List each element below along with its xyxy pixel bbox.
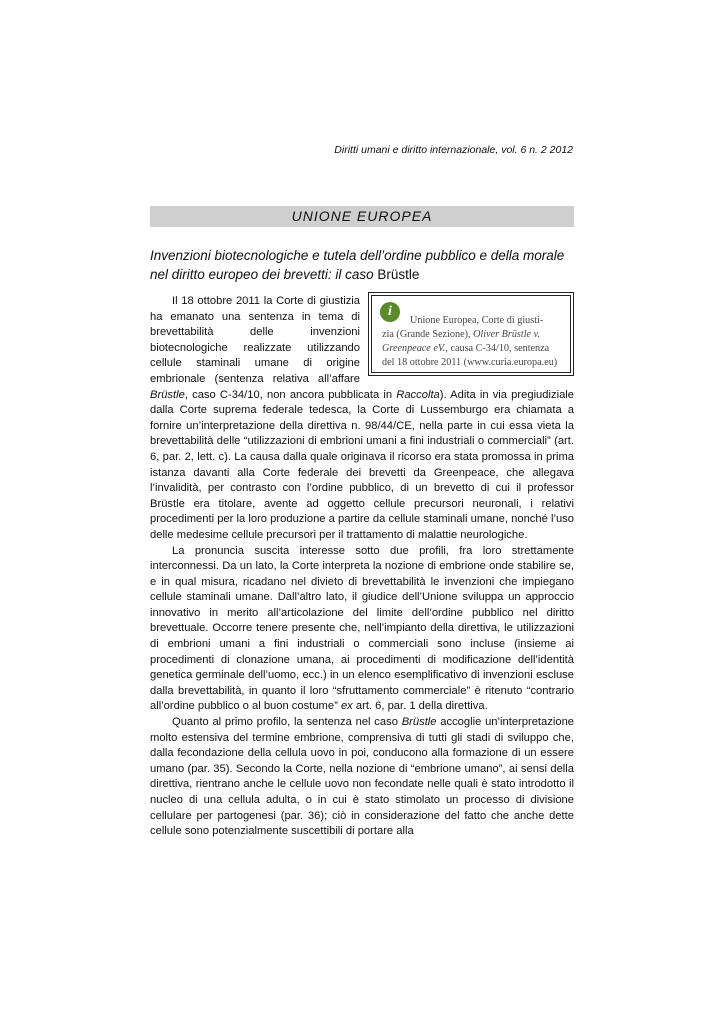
figure-line-3b: , causa C-34/10, sentenza xyxy=(445,343,550,354)
p3-text-b: Brüstle xyxy=(401,716,437,729)
figure-inner xyxy=(371,295,571,373)
paragraph-3 xyxy=(150,715,574,840)
p3-text-a: Quanto al primo profilo, la sentenza nel caso xyxy=(172,716,402,729)
figure-line-2b: Oliver Brüstle v. xyxy=(473,329,540,340)
paragraph-2 xyxy=(150,544,574,716)
p1-text-c: , caso C-34/10, non ancora pubblicata in xyxy=(184,388,397,401)
figure-caption xyxy=(382,314,562,370)
article-title-italic: Invenzioni biotecnologiche e tutela dell’ordine pubblico e della morale nel diritto europeo dei brevetti: il caso xyxy=(150,248,565,282)
figure-line-1: Unione Europea, Corte di giusti- xyxy=(410,315,544,326)
p2-text-a: La pronuncia suscita interesse sotto due profili, fra loro strettamente interconnessi. Da un lato, la Corte interpreta la nozione di embrione onde stabilire se, e in qual misura, ricadano nel divieto di brevettabilità le invenzioni che impiegano cellule staminali umane. Dall’altro lato, il giudice dell’Unione sviluppa un approccio innovativo in merito all’articolazione del limite dell’ordine pubblico nel diritto brevettuale. Occorre tenere presente che, nell’impianto della direttiva, le utilizzazioni di embrioni umani a fini industriali o commerciali sono incluse (insieme ai procedimenti di clonazione umana, ai procedimenti di modificazione dell’identità genetica germinale dell’uomo, ecc.) in un elenco esemplificativo di invenzioni escluse dalla brevettabilità, in quanto il loro “sfruttamento commerciale” è ritenuto “contrario all’ordine pubblico o al buon costume” xyxy=(150,544,574,713)
figure-box xyxy=(368,292,574,376)
p1-text-a: Il 18 ottobre 2011 la Corte di giustizia ha emanato una sentenza in tema di brevettabilità delle invenzioni biotecnologiche realizzate utilizzando cellule staminali umane di origine embrionale (sentenza relativa all’affare xyxy=(150,295,360,385)
article-title-name: Brüstle xyxy=(377,267,420,282)
figure-line-4: del 18 ottobre 2011 (www.curia.europa.eu) xyxy=(382,357,558,368)
p1-text-d: Raccolta xyxy=(396,388,440,401)
p2-text-c: art. 6, par. 1 della direttiva. xyxy=(352,700,488,713)
figure-line-3a: Greenpeace eV. xyxy=(382,343,446,354)
figure-line-2a: zia (Grande Sezione), xyxy=(382,329,474,340)
section-title: UNIONE EUROPEA xyxy=(150,206,574,227)
article-title xyxy=(150,246,574,284)
info-icon: i xyxy=(380,302,400,322)
p3-text-c: accoglie un’interpretazione molto estensiva del termine embrione, comprensiva di tutti gli stadi di sviluppo che, dalla fecondazione della cellula uovo in poi, conducono alla formazione di un essere umano (par. 35). Secondo la Corte, nella nozione di “embrione umano”, ai sensi della direttiva, rientrano anche le cellule uovo non fecondate nelle quali è stato introdotto il nucleo di una cellula adulta, o in cui è stato stimolato un processo di divisione cellulare per partogenesi (par. 36); ciò in considerazione del fatto che anche dette cellule sono potenzialmente suscettibili di portare alla xyxy=(150,716,575,838)
p2-text-b: ex xyxy=(340,700,353,713)
journal-header: Diritti umani e diritto internazionale, vol. 6 n. 2 2012 xyxy=(334,144,573,156)
p1-text-e: ). Adita in via pregiudiziale dalla Corte suprema federale tedesca, la Corte di Lussemburgo era chiamata a fornire un’interpretazione della direttiva n. 98/44/CE, nella parte in cui essa vieta la brevettabilità delle “utilizzazioni di embrioni umani a fini industriali o commerciali” (art. 6, par. 2, lett. c). La causa dalla quale originava il ricorso era stata promossa in prima istanza davanti alla Corte federale dei brevetti da Greenpeace, che allegava l’invalidità, per contrasto con l’ordine pubblico, di un brevetto di cui il professor Brüstle era titolare, avente ad oggetto cellule precursori neuronali, i relativi procedimenti per la loro produzione a partire da cellule staminali umane, nonché l’uso delle medesime cellule precursori per il trattamento di malattie neurologiche. xyxy=(150,388,574,541)
article-body xyxy=(150,294,574,840)
p1-text-b: Brüstle xyxy=(150,388,185,401)
